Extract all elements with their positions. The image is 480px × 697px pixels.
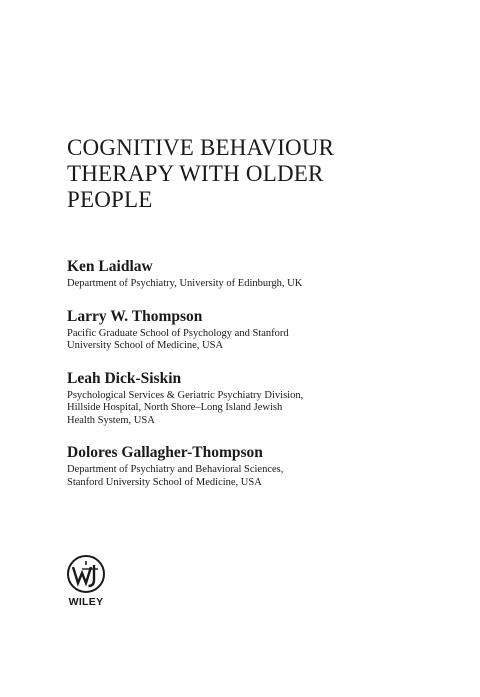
publisher-logo: [64, 553, 108, 609]
author-block: [67, 444, 447, 489]
publisher-name: WILEY: [68, 596, 104, 608]
book-title-line: THERAPY WITH OLDER: [67, 161, 324, 186]
author-block: [67, 308, 447, 353]
wiley-crest-icon: [64, 553, 108, 595]
author-name: Dolores Gallagher-Thompson: [67, 444, 263, 461]
book-title-line: COGNITIVE BEHAVIOUR: [67, 135, 335, 160]
author-affiliation: [67, 328, 447, 353]
affiliation-line: Psychological Services & Geriatric Psychiatry Division,: [67, 389, 304, 401]
author-affiliation: [67, 464, 447, 489]
book-title-line: PEOPLE: [67, 187, 153, 212]
author-name: Ken Laidlaw: [67, 258, 153, 275]
author-affiliation: [67, 278, 447, 291]
affiliation-line: Department of Psychiatry and Behavioral Sciences,: [67, 464, 284, 475]
author-affiliation: [67, 390, 447, 428]
affiliation-line: University School of Medicine, USA: [67, 340, 224, 351]
author-block: [67, 258, 447, 291]
author-name: Leah Dick-Siskin: [67, 369, 182, 387]
affiliation-line: Pacific Graduate School of Psychology and Stanford: [67, 327, 289, 339]
author-block: [67, 370, 447, 428]
author-name: Larry W. Thompson: [67, 307, 203, 325]
affiliation-line: Stanford University School of Medicine, USA: [67, 476, 262, 488]
author-list: [67, 258, 447, 506]
affiliation-line: Health System, USA: [67, 414, 155, 426]
affiliation-line: Hillside Hospital, North Shore–Long Island Jewish: [67, 402, 283, 413]
book-title: [67, 135, 427, 213]
affiliation-line: Department of Psychiatry, University of Edinburgh, UK: [67, 278, 303, 289]
